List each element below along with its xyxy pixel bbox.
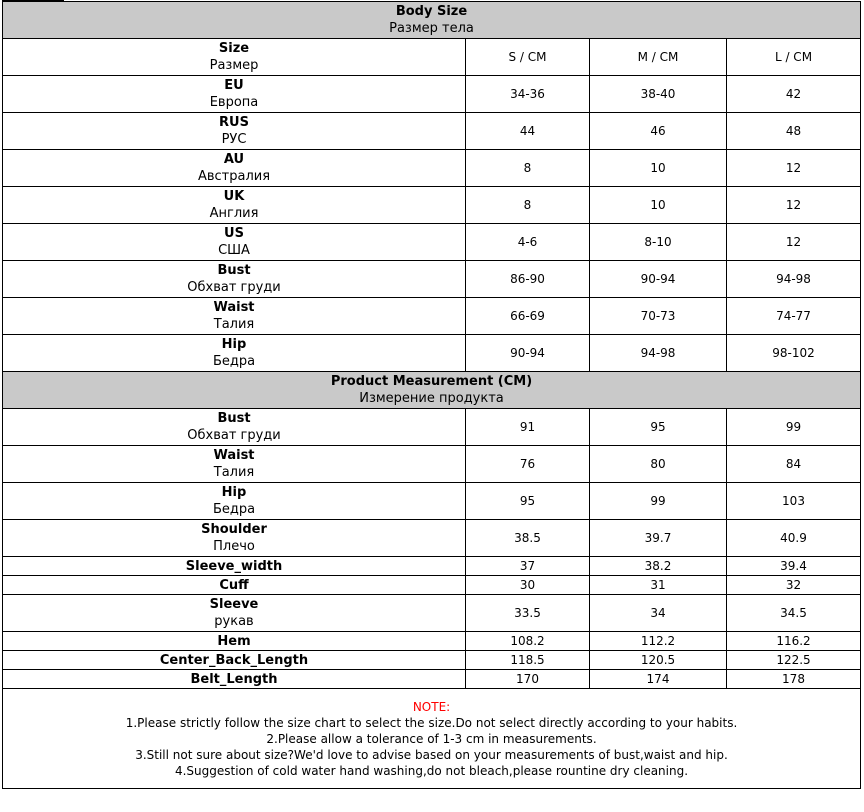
value-cell: 34 xyxy=(590,595,727,632)
value-cell: 86-90 xyxy=(466,261,590,298)
value-cell: 8-10 xyxy=(590,224,727,261)
value-cell: M / CM xyxy=(590,39,727,76)
row-label: Bust xyxy=(217,263,251,278)
row-label-cell xyxy=(3,483,466,520)
row-label: Waist xyxy=(213,300,255,315)
value-cell: 30 xyxy=(466,576,590,595)
row-label: Hip xyxy=(221,337,247,352)
table-row xyxy=(3,520,861,557)
value-cell: 84 xyxy=(727,446,861,483)
value-cell: 10 xyxy=(590,187,727,224)
row-sublabel: Бедра xyxy=(212,502,256,517)
value-cell: 103 xyxy=(727,483,861,520)
product-measurement-subtitle: Измерение продукта xyxy=(359,391,504,406)
value-cell: 46 xyxy=(590,113,727,150)
row-label-cell xyxy=(3,632,466,651)
value-cell: 95 xyxy=(590,409,727,446)
row-sublabel: Англия xyxy=(209,206,259,221)
value-cell: 8 xyxy=(466,187,590,224)
note-line: 2.Please allow a tolerance of 1-3 cm in measurements. xyxy=(266,731,597,746)
row-label: RUS xyxy=(219,115,249,130)
product-measurement-title: Product Measurement (CM) xyxy=(330,374,533,389)
row-label-cell xyxy=(3,670,466,689)
row-sublabel: Европа xyxy=(209,95,259,110)
value-cell: 42 xyxy=(727,76,861,113)
table-row xyxy=(3,651,861,670)
row-label: Waist xyxy=(213,448,255,463)
row-label-cell xyxy=(3,298,466,335)
table-row xyxy=(3,409,861,446)
table-row xyxy=(3,224,861,261)
table-row xyxy=(3,632,861,651)
row-label: Hem xyxy=(217,633,251,649)
table-row xyxy=(3,261,861,298)
value-cell: 10 xyxy=(590,150,727,187)
note-line: 4.Suggestion of cold water hand washing,do not bleach,please rountine dry cleaning. xyxy=(174,763,689,778)
value-cell: 12 xyxy=(727,224,861,261)
row-sublabel: Талия xyxy=(213,317,255,332)
row-sublabel: РУС xyxy=(221,132,247,147)
value-cell: S / CM xyxy=(466,39,590,76)
body-size-subtitle: Размер тела xyxy=(389,21,474,36)
value-cell: 95 xyxy=(466,483,590,520)
row-label-cell xyxy=(3,76,466,113)
value-cell: 40.9 xyxy=(727,520,861,557)
product-measurement-header-row xyxy=(3,372,861,409)
size-chart-table xyxy=(2,1,861,789)
value-cell: 174 xyxy=(590,670,727,689)
table-row xyxy=(3,557,861,576)
row-label: AU xyxy=(223,152,245,167)
row-label: Sleeve xyxy=(209,597,259,612)
value-cell: 94-98 xyxy=(590,335,727,372)
row-label: EU xyxy=(224,78,244,93)
value-cell: 12 xyxy=(727,187,861,224)
value-cell: 12 xyxy=(727,150,861,187)
notes-row xyxy=(3,689,861,789)
row-sublabel: рукав xyxy=(214,614,254,629)
row-sublabel: Бедра xyxy=(212,354,256,369)
value-cell: 108.2 xyxy=(466,632,590,651)
value-cell: 37 xyxy=(466,557,590,576)
value-cell: 33.5 xyxy=(466,595,590,632)
row-sublabel: Плечо xyxy=(213,539,255,554)
row-label-cell xyxy=(3,224,466,261)
row-label: Cuff xyxy=(219,577,249,593)
row-label: Hip xyxy=(221,485,247,500)
row-sublabel: Обхват груди xyxy=(187,428,281,443)
body-size-title: Body Size xyxy=(395,4,468,19)
row-label-cell xyxy=(3,335,466,372)
value-cell: 74-77 xyxy=(727,298,861,335)
size-header-row xyxy=(3,39,861,76)
value-cell: 170 xyxy=(466,670,590,689)
value-cell: 178 xyxy=(727,670,861,689)
row-label: US xyxy=(224,226,244,241)
note-line: 3.Still not sure about size?We'd love to advise based on your measurements of bust,waist and hip. xyxy=(135,747,728,762)
row-label-cell xyxy=(3,409,466,446)
value-cell: 120.5 xyxy=(590,651,727,670)
table-row xyxy=(3,595,861,632)
row-label-cell xyxy=(3,520,466,557)
table-row xyxy=(3,76,861,113)
row-label-cell xyxy=(3,113,466,150)
value-cell: 80 xyxy=(590,446,727,483)
table-row xyxy=(3,576,861,595)
value-cell: 44 xyxy=(466,113,590,150)
value-cell: 76 xyxy=(466,446,590,483)
row-sublabel: Обхват груди xyxy=(187,280,281,295)
row-sublabel: Австралия xyxy=(197,169,271,184)
row-sublabel: Размер xyxy=(209,58,259,73)
value-cell: 99 xyxy=(727,409,861,446)
row-label: Shoulder xyxy=(201,522,267,537)
table-row xyxy=(3,483,861,520)
table-row xyxy=(3,298,861,335)
value-cell: 94-98 xyxy=(727,261,861,298)
row-label-cell xyxy=(3,39,466,76)
table-row xyxy=(3,113,861,150)
value-cell: 31 xyxy=(590,576,727,595)
value-cell: 98-102 xyxy=(727,335,861,372)
value-cell: 90-94 xyxy=(466,335,590,372)
note-title: NOTE: xyxy=(412,699,451,714)
row-label-cell xyxy=(3,187,466,224)
value-cell: 39.4 xyxy=(727,557,861,576)
value-cell: 91 xyxy=(466,409,590,446)
value-cell: 112.2 xyxy=(590,632,727,651)
row-label-cell xyxy=(3,150,466,187)
row-sublabel: Талия xyxy=(213,465,255,480)
value-cell: 34.5 xyxy=(727,595,861,632)
row-label-cell xyxy=(3,595,466,632)
value-cell: 34-36 xyxy=(466,76,590,113)
value-cell: 38-40 xyxy=(590,76,727,113)
table-row xyxy=(3,335,861,372)
product-measurement-header xyxy=(3,372,861,409)
value-cell: 38.5 xyxy=(466,520,590,557)
row-label-cell xyxy=(3,261,466,298)
body-size-header-row xyxy=(3,2,861,39)
value-cell: 118.5 xyxy=(466,651,590,670)
value-cell: 99 xyxy=(590,483,727,520)
row-sublabel: США xyxy=(218,243,250,258)
value-cell: 4-6 xyxy=(466,224,590,261)
value-cell: 116.2 xyxy=(727,632,861,651)
body-size-header xyxy=(3,2,861,39)
table-row xyxy=(3,446,861,483)
notes-block xyxy=(3,689,861,789)
row-label: Sleeve_width xyxy=(185,558,283,574)
value-cell: 66-69 xyxy=(466,298,590,335)
value-cell: 122.5 xyxy=(727,651,861,670)
table-row xyxy=(3,670,861,689)
row-label-cell xyxy=(3,576,466,595)
value-cell: 8 xyxy=(466,150,590,187)
table-row xyxy=(3,150,861,187)
row-label: UK xyxy=(223,189,245,204)
note-line: 1.Please strictly follow the size chart to select the size.Do not select directly according to your habits. xyxy=(125,715,738,730)
row-label: Belt_Length xyxy=(190,671,278,687)
value-cell: 32 xyxy=(727,576,861,595)
row-label: Size xyxy=(218,41,250,56)
row-label: Center_Back_Length xyxy=(159,652,309,668)
value-cell: 48 xyxy=(727,113,861,150)
value-cell: 38.2 xyxy=(590,557,727,576)
row-label-cell xyxy=(3,446,466,483)
value-cell: 39.7 xyxy=(590,520,727,557)
row-label-cell xyxy=(3,557,466,576)
row-label: Bust xyxy=(217,411,251,426)
value-cell: 70-73 xyxy=(590,298,727,335)
value-cell: L / CM xyxy=(727,39,861,76)
value-cell: 90-94 xyxy=(590,261,727,298)
row-label-cell xyxy=(3,651,466,670)
table-row xyxy=(3,187,861,224)
